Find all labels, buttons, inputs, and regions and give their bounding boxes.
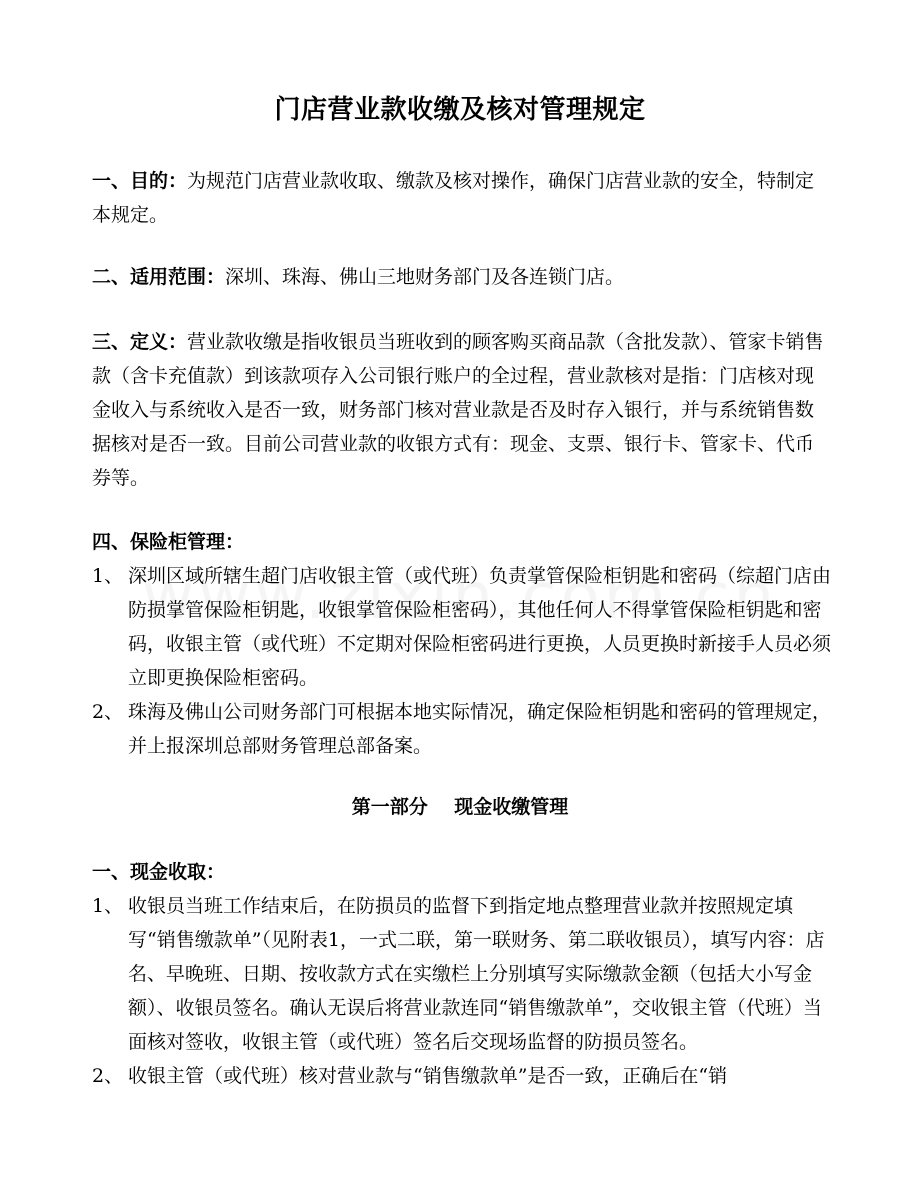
list-item-number: 2、 <box>92 701 124 723</box>
list-item-text: 深圳区域所辖生超门店收银主管（或代班）负责掌管保险柜钥匙和密码（综超门店由防损掌管保险柜钥匙，收银掌管保险柜密码），其他任何人不得掌管保险柜钥匙和密码，收银主管（或代班）不定期对保险柜密码进行更换，人员更换时新接手人员必须立即更换保险柜密码。 <box>128 565 832 689</box>
section-heading: 四、保险柜管理： <box>92 531 245 553</box>
list-item <box>92 889 832 1059</box>
section-heading: 一、现金收取： <box>92 861 226 883</box>
document-title: 门店营业款收缴及核对管理规定 <box>274 95 646 125</box>
list-item <box>92 695 832 763</box>
list-item-number: 2、 <box>92 1065 124 1087</box>
list-item-text: 收银员当班工作结束后，在防损员的监督下到指定地点整理营业款并按照规定填写“销售缴款单”（见附表1，一式二联，第一联财务、第二联收银员），填写内容：店名、早晚班、日期、按收款方式在实缴栏上分别填写实际缴款金额（包括大小写金额）、收银员签名。确认无误后将营业款连同“销售缴款单”，交收银主管（代班）当面核对签收，收银主管（或代班）签名后交现场监督的防损员签名。 <box>128 895 825 1053</box>
section-heading: 一、目的： <box>92 170 188 192</box>
part-title: 第一部分 现金收缴管理 <box>351 796 569 818</box>
section-heading: 三、定义： <box>92 331 188 353</box>
section-cash-collection <box>92 855 832 1093</box>
list-item-text: 收银主管（或代班）核对营业款与“销售缴款单”是否一致，正确后在“销 <box>128 1065 728 1087</box>
list-item-number: 1、 <box>92 565 124 587</box>
section-safe-management <box>92 525 832 763</box>
list-item-text: 珠海及佛山公司财务部门可根据本地实际情况，确定保险柜钥匙和密码的管理规定，并上报深圳总部财务管理总部备案。 <box>128 701 832 757</box>
section-text: 营业款收缴是指收银员当班收到的顾客购买商品款（含批发款）、管家卡销售款（含卡充值款）到该款项存入公司银行账户的全过程，营业款核对是指：门店核对现金收入与系统收入是否一致，财务部门核对营业款是否及时存入银行，并与系统销售数据核对是否一致。目前公司营业款的收银方式有：现金、支票、银行卡、管家卡、代币券等。 <box>92 331 824 489</box>
list-item-number: 1、 <box>92 895 124 917</box>
section-text: 为规范门店营业款收取、缴款及核对操作，确保门店营业款的安全，特制定本规定。 <box>92 170 815 226</box>
section-heading: 二、适用范围： <box>92 266 226 288</box>
section-purpose <box>92 164 832 232</box>
section-scope <box>92 260 832 294</box>
list-item <box>92 559 832 695</box>
list-item <box>92 1059 832 1093</box>
section-text: 深圳、珠海、佛山三地财务部门及各连锁门店。 <box>225 266 625 288</box>
section-definition <box>92 325 832 495</box>
